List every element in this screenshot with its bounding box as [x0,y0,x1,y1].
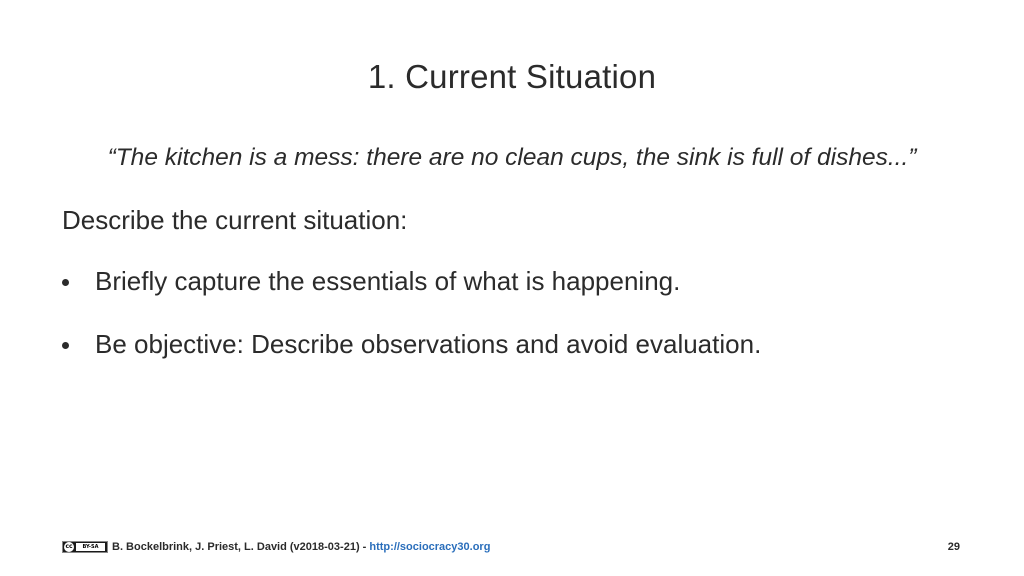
credit-text: B. Bockelbrink, J. Priest, L. David (v2018-03-21) - [112,541,370,553]
bullet-dot-icon [62,279,69,286]
bullet-text: Briefly capture the essentials of what is happening. [95,266,681,296]
slide-intro: Describe the current situation: [62,205,408,235]
slide-title: 1. Current Situation [367,58,657,95]
page-number: 29 [947,541,960,553]
footer-credit [112,538,490,556]
slide-footer [62,538,962,556]
cc-by-sa-icon[interactable] [62,541,108,553]
license-label: BY-SA [76,543,105,551]
bullet-text: Be objective: Describe observations and avoid evaluation. [95,329,762,359]
bullet-dot-icon [62,342,69,349]
cc-circle-icon: cc [65,543,73,550]
sociocracy30-link[interactable]: http://sociocracy30.org [369,541,491,553]
slide-quote: “The kitchen is a mess: there are no clean cups, the sink is full of dishes...” [107,144,917,171]
